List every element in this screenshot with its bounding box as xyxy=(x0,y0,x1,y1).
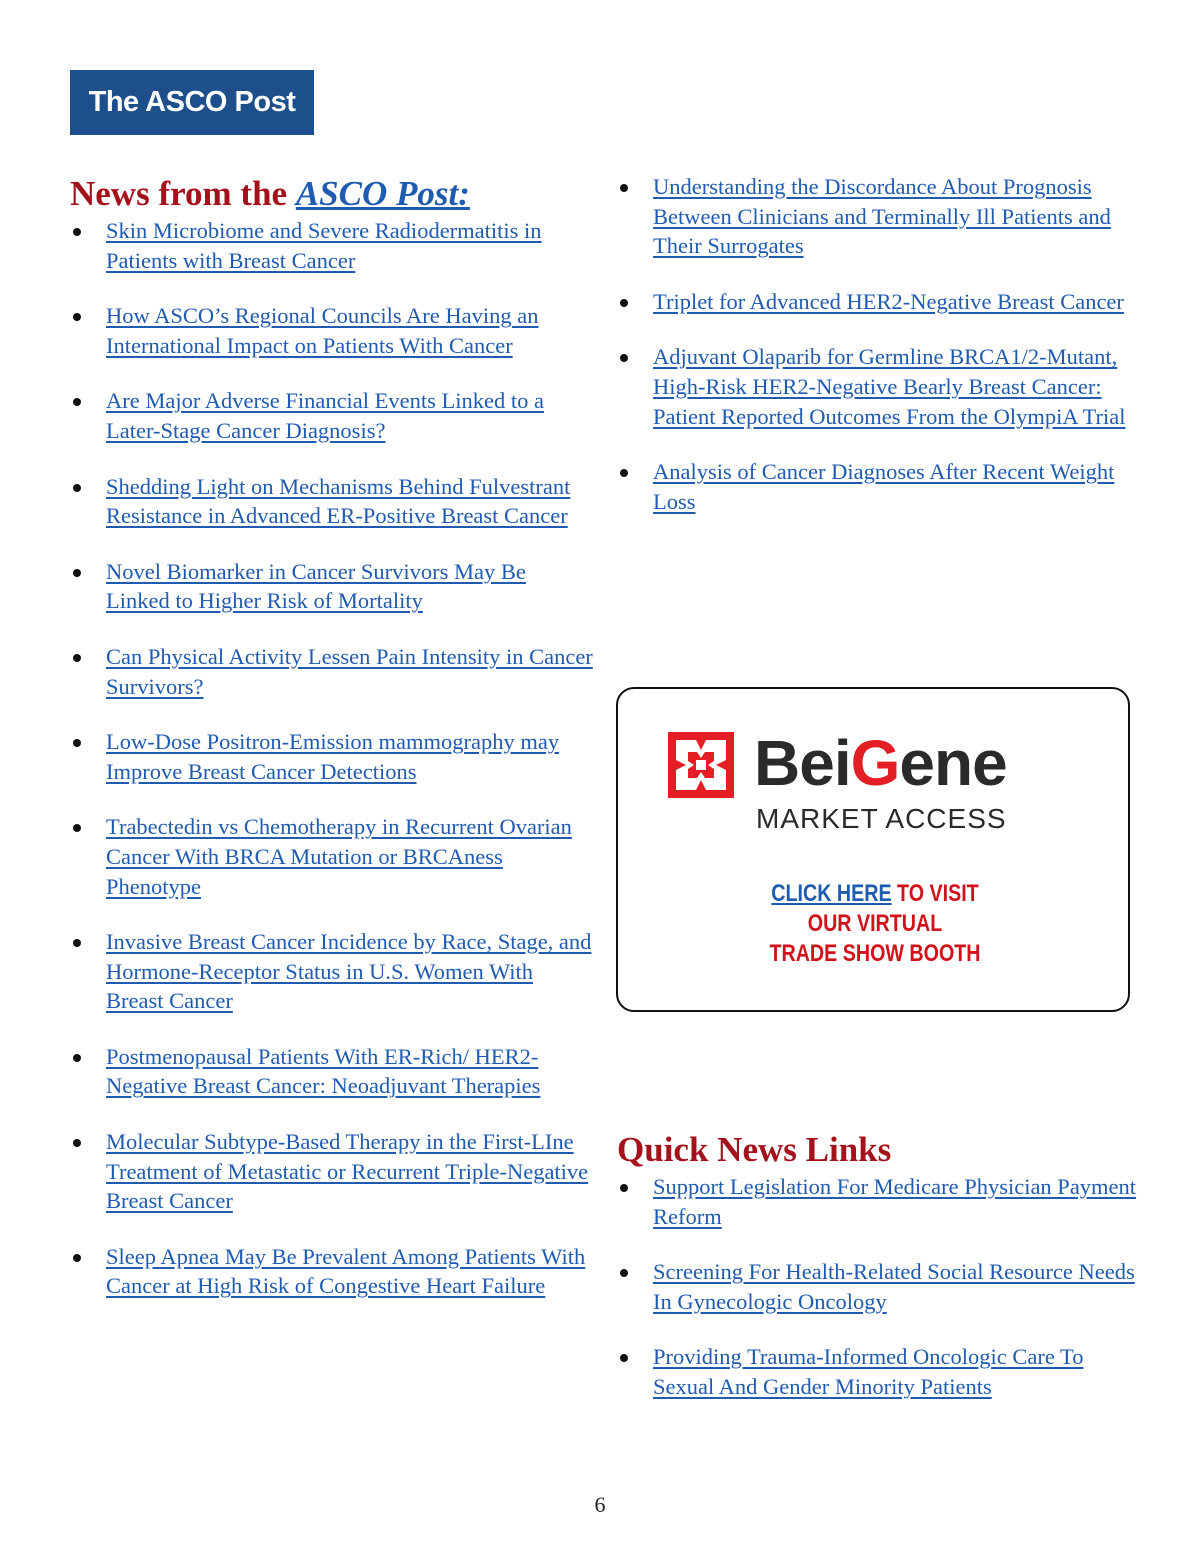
news-link[interactable]: Triplet for Advanced HER2-Negative Breast Cancer xyxy=(653,288,1124,314)
news-list-left xyxy=(70,216,595,1301)
list-item xyxy=(70,472,595,531)
beigene-ad-banner[interactable] xyxy=(616,687,1130,1012)
news-link[interactable]: Skin Microbiome and Severe Radiodermatitis in Patients with Breast Cancer xyxy=(106,218,542,273)
news-link[interactable]: Understanding the Discordance About Prognosis Between Clinicians and Terminally Ill Patients and Their Surrogates xyxy=(653,174,1111,259)
list-item xyxy=(617,287,1147,317)
news-heading xyxy=(70,172,595,216)
cta-line-2: OUR VIRTUAL xyxy=(807,910,943,937)
news-link[interactable]: Trabectedin vs Chemotherapy in Recurrent Ovarian Cancer With BRCA Mutation or BRCAness Phenotype xyxy=(106,814,572,899)
list-item xyxy=(70,1242,595,1301)
list-item xyxy=(70,727,595,786)
news-link[interactable]: Sleep Apnea May Be Prevalent Among Patients With Cancer at High Risk of Congestive Heart Failure xyxy=(106,1243,586,1299)
list-item xyxy=(617,172,1147,261)
quick-news-link[interactable]: Providing Trauma-Informed Oncologic Care To Sexual And Gender Minority Patients xyxy=(653,1344,1084,1399)
list-item xyxy=(70,216,595,275)
news-link[interactable]: Can Physical Activity Lessen Pain Intensity in Cancer Survivors? xyxy=(106,643,593,699)
cta-line-3: TRADE SHOW BOOTH xyxy=(769,940,981,967)
list-item xyxy=(70,1127,595,1216)
list-item xyxy=(617,1342,1147,1401)
brand-letter: G xyxy=(850,727,900,799)
list-item xyxy=(70,557,595,616)
list-item xyxy=(617,1172,1147,1231)
list-item xyxy=(70,301,595,360)
news-heading-prefix: News from the xyxy=(70,174,296,213)
brand-suffix: ene xyxy=(899,727,1007,799)
news-link[interactable]: Analysis of Cancer Diagnoses After Recent Weight Loss xyxy=(653,459,1115,514)
quick-news-heading: Quick News Links xyxy=(617,1130,892,1169)
news-left-column xyxy=(70,172,595,1327)
news-link[interactable]: Shedding Light on Mechanisms Behind Fulvestrant Resistance in Advanced ER-Positive Breast Cancer xyxy=(106,473,571,529)
brand-prefix: Bei xyxy=(754,727,851,799)
list-item xyxy=(70,927,595,1016)
logo-text: The ASCO Post xyxy=(88,86,296,118)
list-item xyxy=(70,812,595,901)
news-link[interactable]: Are Major Adverse Financial Events Linked to a Later-Stage Cancer Diagnosis? xyxy=(106,388,545,443)
news-link[interactable]: How ASCO’s Regional Councils Are Having an International Impact on Patients With Cancer xyxy=(106,303,539,358)
news-right-column xyxy=(617,172,1147,542)
booth-call-to-action xyxy=(664,879,1085,969)
list-item xyxy=(617,1257,1147,1316)
news-link[interactable]: Low-Dose Positron-Emission mammography may Improve Breast Cancer Detections xyxy=(106,729,560,784)
news-link[interactable]: Novel Biomarker in Cancer Survivors May Be Linked to Higher Risk of Mortality xyxy=(106,558,526,614)
cta-line-1 xyxy=(664,879,1085,909)
click-here-link[interactable]: CLICK HERE xyxy=(771,880,892,907)
news-link[interactable]: Molecular Subtype-Based Therapy in the First-LIne Treatment of Metastatic or Recurrent Triple-Negative Breast Cancer xyxy=(106,1129,589,1214)
list-item xyxy=(617,342,1147,431)
news-link[interactable]: Adjuvant Olaparib for Germline BRCA1/2-Mutant, High-Risk HER2-Negative Bearly Breast Cancer: Patient Reported Outcomes From the OlympiA Trial xyxy=(653,344,1126,429)
market-access-subtitle: MARKET ACCESS xyxy=(756,803,1007,834)
asco-post-heading-link[interactable]: ASCO Post: xyxy=(295,174,470,213)
cta-line-1-rest: TO VISIT xyxy=(891,880,979,907)
quick-news-section xyxy=(617,1128,1147,1428)
list-item xyxy=(70,386,595,445)
page-number: 6 xyxy=(594,1492,606,1517)
news-list-right xyxy=(617,172,1147,516)
beigene-logo-icon xyxy=(668,732,734,798)
quick-news-list xyxy=(617,1172,1147,1402)
quick-news-link[interactable]: Support Legislation For Medicare Physician Payment Reform xyxy=(653,1174,1137,1229)
list-item xyxy=(70,642,595,701)
asco-post-logo xyxy=(70,70,314,135)
news-link[interactable]: Invasive Breast Cancer Incidence by Race, Stage, and Hormone-Receptor Status in U.S. Women With Breast Cancer xyxy=(106,929,592,1014)
beigene-wordmark xyxy=(754,723,1007,803)
news-link[interactable]: Postmenopausal Patients With ER-Rich/ HER2-Negative Breast Cancer: Neoadjuvant Therapies xyxy=(106,1043,541,1099)
quick-news-link[interactable]: Screening For Health-Related Social Resource Needs In Gynecologic Oncology xyxy=(653,1259,1135,1314)
list-item xyxy=(617,457,1147,516)
list-item xyxy=(70,1042,595,1101)
